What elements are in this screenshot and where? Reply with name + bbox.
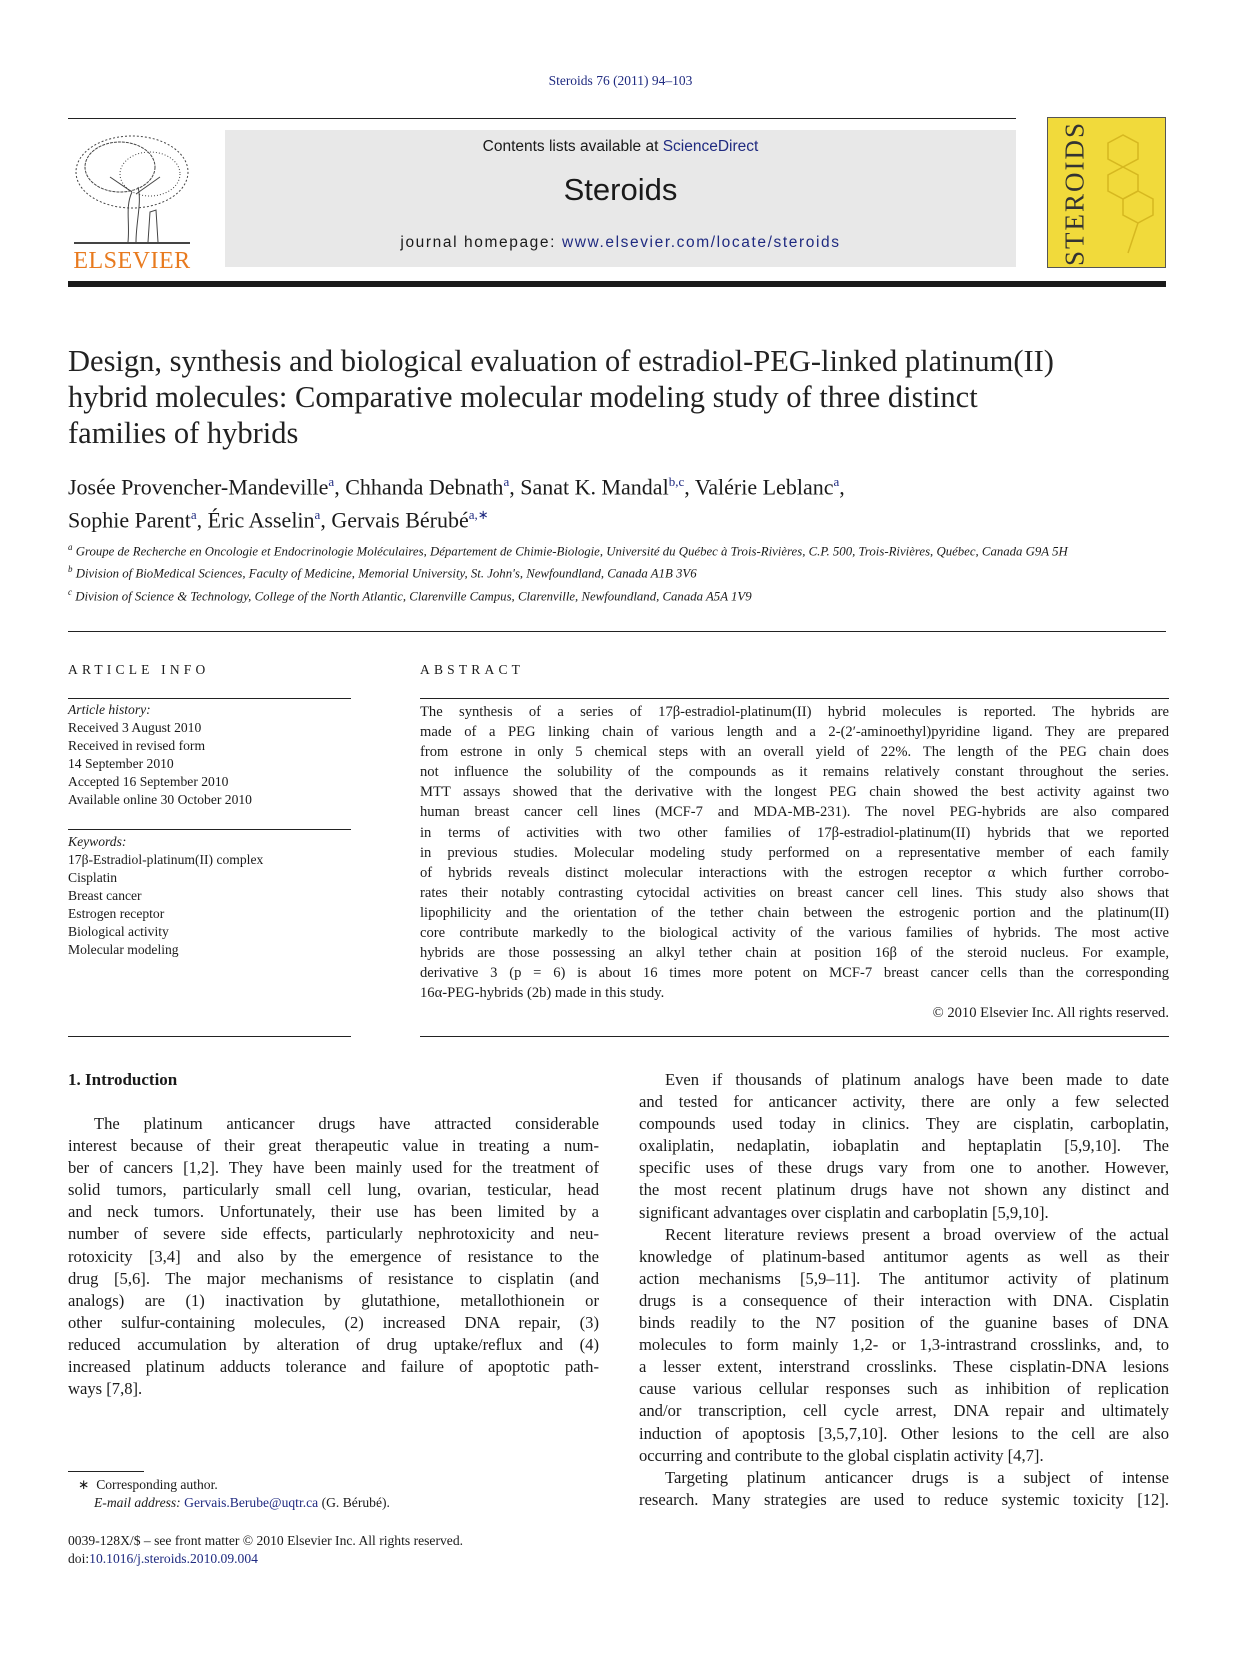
text-line: solid tumors, particularly small cell lung, ovarian, testicular, head [68, 1180, 599, 1200]
text-line: ways [7,8]. [68, 1379, 143, 1399]
text-line: binds readily to the N7 position of the guanine bases of DNA [639, 1313, 1169, 1333]
abstract-heading: ABSTRACT [420, 662, 525, 677]
text-line: cause various cellular responses such as inhibition of replication [639, 1379, 1169, 1399]
keywords-label: Keywords: [68, 834, 127, 849]
header-rule [68, 118, 1016, 119]
history-item: Received 3 August 2010 [68, 720, 202, 735]
homepage-link[interactable]: www.elsevier.com/locate/steroids [561, 234, 841, 251]
keywords [68, 833, 263, 959]
history-item: 14 September 2010 [68, 756, 174, 771]
affiliation-text: Division of Science & Technology, College of the North Atlantic, Clarenville Campus, Clarenville, Newfoundland, Canada A5A 1V9 [75, 588, 752, 603]
text-line: specific uses of these drugs vary from one to another. However, [639, 1158, 1169, 1178]
elsevier-tree-logo-icon [70, 132, 194, 248]
footnote-text: Corresponding author. [96, 1477, 218, 1492]
text-line: in terms of activities with two other families of 17β-estradiol-platinum(II) hybrids that we reported [420, 824, 1169, 841]
email-suffix: (G. Bérubé). [318, 1495, 390, 1510]
text-line: and tested for anticancer activity, there are only a few selected [639, 1092, 1169, 1112]
text-line: drug [5,6]. The major mechanisms of resistance to cisplatin (and [68, 1268, 599, 1288]
text-line: drugs is a consequence of their interaction with DNA. Cisplatin [639, 1290, 1169, 1310]
journal-reference[interactable]: Steroids 76 (2011) 94–103 [548, 73, 693, 88]
keyword: Biological activity [68, 924, 169, 939]
title-line: Design, synthesis and biological evaluation of estradiol-PEG-linked platinum(II) [68, 344, 1054, 378]
affiliation-a [68, 538, 1170, 560]
journal-cover [1047, 117, 1166, 268]
footnote [78, 1476, 390, 1512]
affiliation-text: Division of BioMedical Sciences, Faculty of Medicine, Memorial University, St. John's, Newfoundland, Canada A1B 3V6 [75, 566, 697, 581]
affiliation-label: a [68, 542, 73, 552]
header-thick-rule [68, 281, 1166, 287]
text-line: increased platinum adducts tolerance and failure of apoptotic path- [68, 1357, 599, 1377]
keyword: Molecular modeling [68, 942, 179, 957]
text-line: reduced accumulation by alteration of drug uptake/reflux and (4) [68, 1334, 599, 1354]
text-line: other sulfur-containing molecules, (2) increased DNA repair, (3) [68, 1312, 599, 1332]
text-line: hybrids are those possessing an alkyl tether chain at position 16β of the steroid nucleus. For example, [420, 945, 1169, 962]
affiliation-mark[interactable]: a [190, 507, 197, 523]
divider [68, 698, 351, 699]
text-line: significant advantages over cisplatin and carboplatin [5,9,10]. [639, 1202, 1049, 1222]
text-line: core contribute markedly to the biological activity of the various families of hybrids. The most active [420, 925, 1169, 942]
text-line: The platinum anticancer drugs have attracted considerable [94, 1114, 599, 1133]
text-line: analogs) are (1) inactivation by glutathione, metallothionein or [68, 1290, 599, 1310]
affiliation-mark[interactable]: b,c [668, 474, 685, 489]
title-line: families of hybrids [68, 416, 299, 450]
abstract-copyright: © 2010 Elsevier Inc. All rights reserved. [932, 1005, 1169, 1022]
text-line: human breast cancer cell lines (MCF-7 and MDA-MB-231). The novel PEG-hybrids are also compared [420, 804, 1169, 821]
author-name: Sanat K. Mandal [520, 474, 669, 500]
divider [68, 631, 1166, 632]
affiliation-mark[interactable]: a [833, 474, 840, 489]
affiliation-b [68, 560, 1170, 582]
paragraph [639, 1069, 1169, 1224]
issn-line: 0039-128X/$ – see front matter © 2010 Elsevier Inc. All rights reserved. [68, 1533, 464, 1548]
affiliation-c [68, 583, 1170, 605]
body-column-left [68, 1113, 599, 1400]
author-name: Chhanda Debnath [345, 474, 504, 500]
front-matter [68, 1532, 463, 1568]
text-line: induction of apoptosis [3,5,7,10]. Other lesions to the cell are also [639, 1423, 1169, 1443]
affiliation-mark[interactable]: a [314, 507, 321, 523]
molecule-graphic-icon [1088, 123, 1163, 263]
affiliation-mark[interactable]: a [328, 474, 335, 489]
text-line: ber of cancers [1,2]. They have been mainly used for the treatment of [68, 1158, 599, 1178]
text-line: in previous studies. Molecular modeling study performed on a representative member of each family [420, 844, 1169, 861]
affiliation-mark[interactable]: a [503, 474, 510, 489]
affiliations [68, 538, 1170, 605]
contents-prefix: Contents lists available at [482, 138, 663, 155]
journal-banner [225, 130, 1016, 267]
text-line: compounds used today in clinics. They are cisplatin, carboplatin, [639, 1114, 1169, 1134]
text-line: Targeting platinum anticancer drugs is a subject of intense [665, 1467, 1169, 1487]
contents-line [225, 138, 1016, 156]
article-history [68, 701, 252, 809]
footnote-rule [68, 1471, 144, 1472]
paragraph [68, 1113, 599, 1400]
affiliation-label: c [68, 586, 72, 597]
text-line: occurring and contribute to the global cisplatin activity [4,7]. [639, 1445, 1044, 1465]
keyword: Breast cancer [68, 888, 142, 903]
divider [68, 1036, 351, 1037]
text-line: number of severe side effects, particularly nephrotoxicity and neu- [68, 1224, 599, 1244]
text-line: research. Many strategies are used to reduce systemic toxicity [12]. [639, 1489, 1169, 1509]
sciencedirect-link[interactable]: ScienceDirect [662, 138, 759, 155]
divider [420, 1036, 1169, 1037]
doi-link[interactable]: 10.1016/j.steroids.2010.09.004 [89, 1551, 258, 1566]
affiliation-label: b [68, 564, 73, 575]
keyword: Estrogen receptor [68, 906, 165, 921]
history-item: Received in revised form [68, 738, 206, 753]
history-item: Available online 30 October 2010 [68, 792, 252, 807]
divider [420, 698, 1169, 699]
abstract-text [420, 702, 1169, 1024]
doi-prefix: doi: [68, 1551, 90, 1566]
homepage-line [225, 234, 1016, 252]
text-line: lipophilicity and the orientation of the tether chain between the estrogenic portion and the platinum(II) [420, 904, 1169, 921]
article-info-heading: ARTICLE INFO [68, 662, 210, 677]
text-line: made of a PEG linking chain of various length and a 2-(2′-aminoethyl)pyridine ligand. They are prepared [420, 724, 1169, 741]
text-line: The synthesis of a series of 17β-estradiol-platinum(II) hybrid molecules is reported. The hybrids are [420, 704, 1169, 720]
keyword: Cisplatin [68, 870, 118, 885]
text-line: and/or transcription, cell cycle arrest, DNA repair and ultimately [639, 1401, 1169, 1421]
text-line: from estrone in only 5 chemical steps with an overall yield of 22%. The length of the PEG chain does [420, 744, 1169, 761]
body-column-right [639, 1069, 1169, 1511]
author-name: Gervais Bérubé [331, 507, 469, 533]
text-line: rates their notably contrasting cytocidal activities on breast cancer cell lines. This study also shows that [420, 884, 1169, 901]
text-line: not influence the solubility of the compounds as it remains relatively constant throughout the series. [420, 764, 1169, 781]
author-list: Josée Provencher-Mandeville$^a$, Chhanda Debnath$^a$, Sanat K. Mandal$^{b,c}$, Valérie Leblanc$^a$, Sophie Parent$^a$, Éric Asselin$^a$, Gervais Bérubé$^{a,∗}$ [68, 474, 845, 533]
section-heading: 1. Introduction [68, 1070, 178, 1089]
affiliation-text: Groupe de Recherche en Oncologie et Endocrinologie Moléculaires, Département de Chimie-Biologie, Université du Québec à Trois-Rivières, C.P. 500, Trois-Rivières, Québec, Canada G9A 5H [75, 544, 1068, 559]
text-line: oxaliplatin, nedaplatin, iobaplatin and heptaplatin [5,9,10]. The [639, 1136, 1169, 1156]
text-line: rotoxicity [3,4] and also by the emergence of resistance to the [68, 1246, 599, 1266]
text-line: 16α-PEG-hybrids (2b) made in this study. [420, 985, 665, 1002]
author-name: Éric Asselin [207, 507, 315, 533]
paragraph [639, 1224, 1169, 1467]
author-name: Valérie Leblanc [694, 474, 834, 500]
text-line: Recent literature reviews present a broad overview of the actual [665, 1224, 1169, 1244]
history-item: Accepted 16 September 2010 [68, 774, 229, 789]
title-line: hybrid molecules: Comparative molecular modeling study of three distinct [68, 380, 978, 414]
text-line: of hybrids reveals distinct molecular interactions with the estrogen receptor α which further corrobo- [420, 864, 1169, 881]
homepage-prefix: journal homepage: [400, 234, 562, 251]
author-name: Josée Provencher-Mandeville [68, 474, 329, 500]
text-line: a lesser extent, interstrand crosslinks. These cisplatin-DNA lesions [639, 1357, 1169, 1377]
text-line: and neck tumors. Unfortunately, their use has been limited by a [68, 1202, 599, 1222]
text-line: molecules to form mainly 1,2- or 1,3-intrastrand crosslinks, and, to [639, 1335, 1169, 1355]
text-line: Even if thousands of platinum analogs have been made to date [665, 1070, 1169, 1089]
paragraph [639, 1467, 1169, 1511]
author-name: Sophie Parent [68, 507, 191, 533]
cover-title: STEROIDS [1059, 121, 1090, 267]
text-line: the most recent platinum drugs have not shown any distinct and [639, 1180, 1169, 1200]
text-line: derivative 3 (p = 6) is about 16 times more potent on MCF-7 breast cancer cells than the corresponding [420, 965, 1169, 982]
email-label: E-mail address: [94, 1495, 185, 1510]
email-link[interactable]: Gervais.Berube@uqtr.ca [184, 1495, 319, 1510]
history-label: Article history: [68, 702, 151, 717]
article-title [68, 343, 1178, 451]
keyword: 17β-Estradiol-platinum(II) complex [68, 852, 264, 867]
affiliation-mark[interactable]: a,∗ [468, 507, 489, 523]
text-line: interest because of their great therapeutic value in treating a num- [68, 1136, 599, 1156]
divider [68, 829, 351, 830]
text-line: knowledge of platinum-based antitumor agents as well as their [639, 1246, 1169, 1266]
text-line: MTT assays showed that the derivative with the longest PEG chain showed the best activity against two [420, 784, 1169, 801]
footnote-mark: ∗ [78, 1477, 90, 1492]
elsevier-logo: ELSEVIER [73, 248, 191, 274]
journal-name: Steroids [563, 172, 678, 207]
text-line: action mechanisms [5,9–11]. The antitumor activity of platinum [639, 1268, 1169, 1288]
